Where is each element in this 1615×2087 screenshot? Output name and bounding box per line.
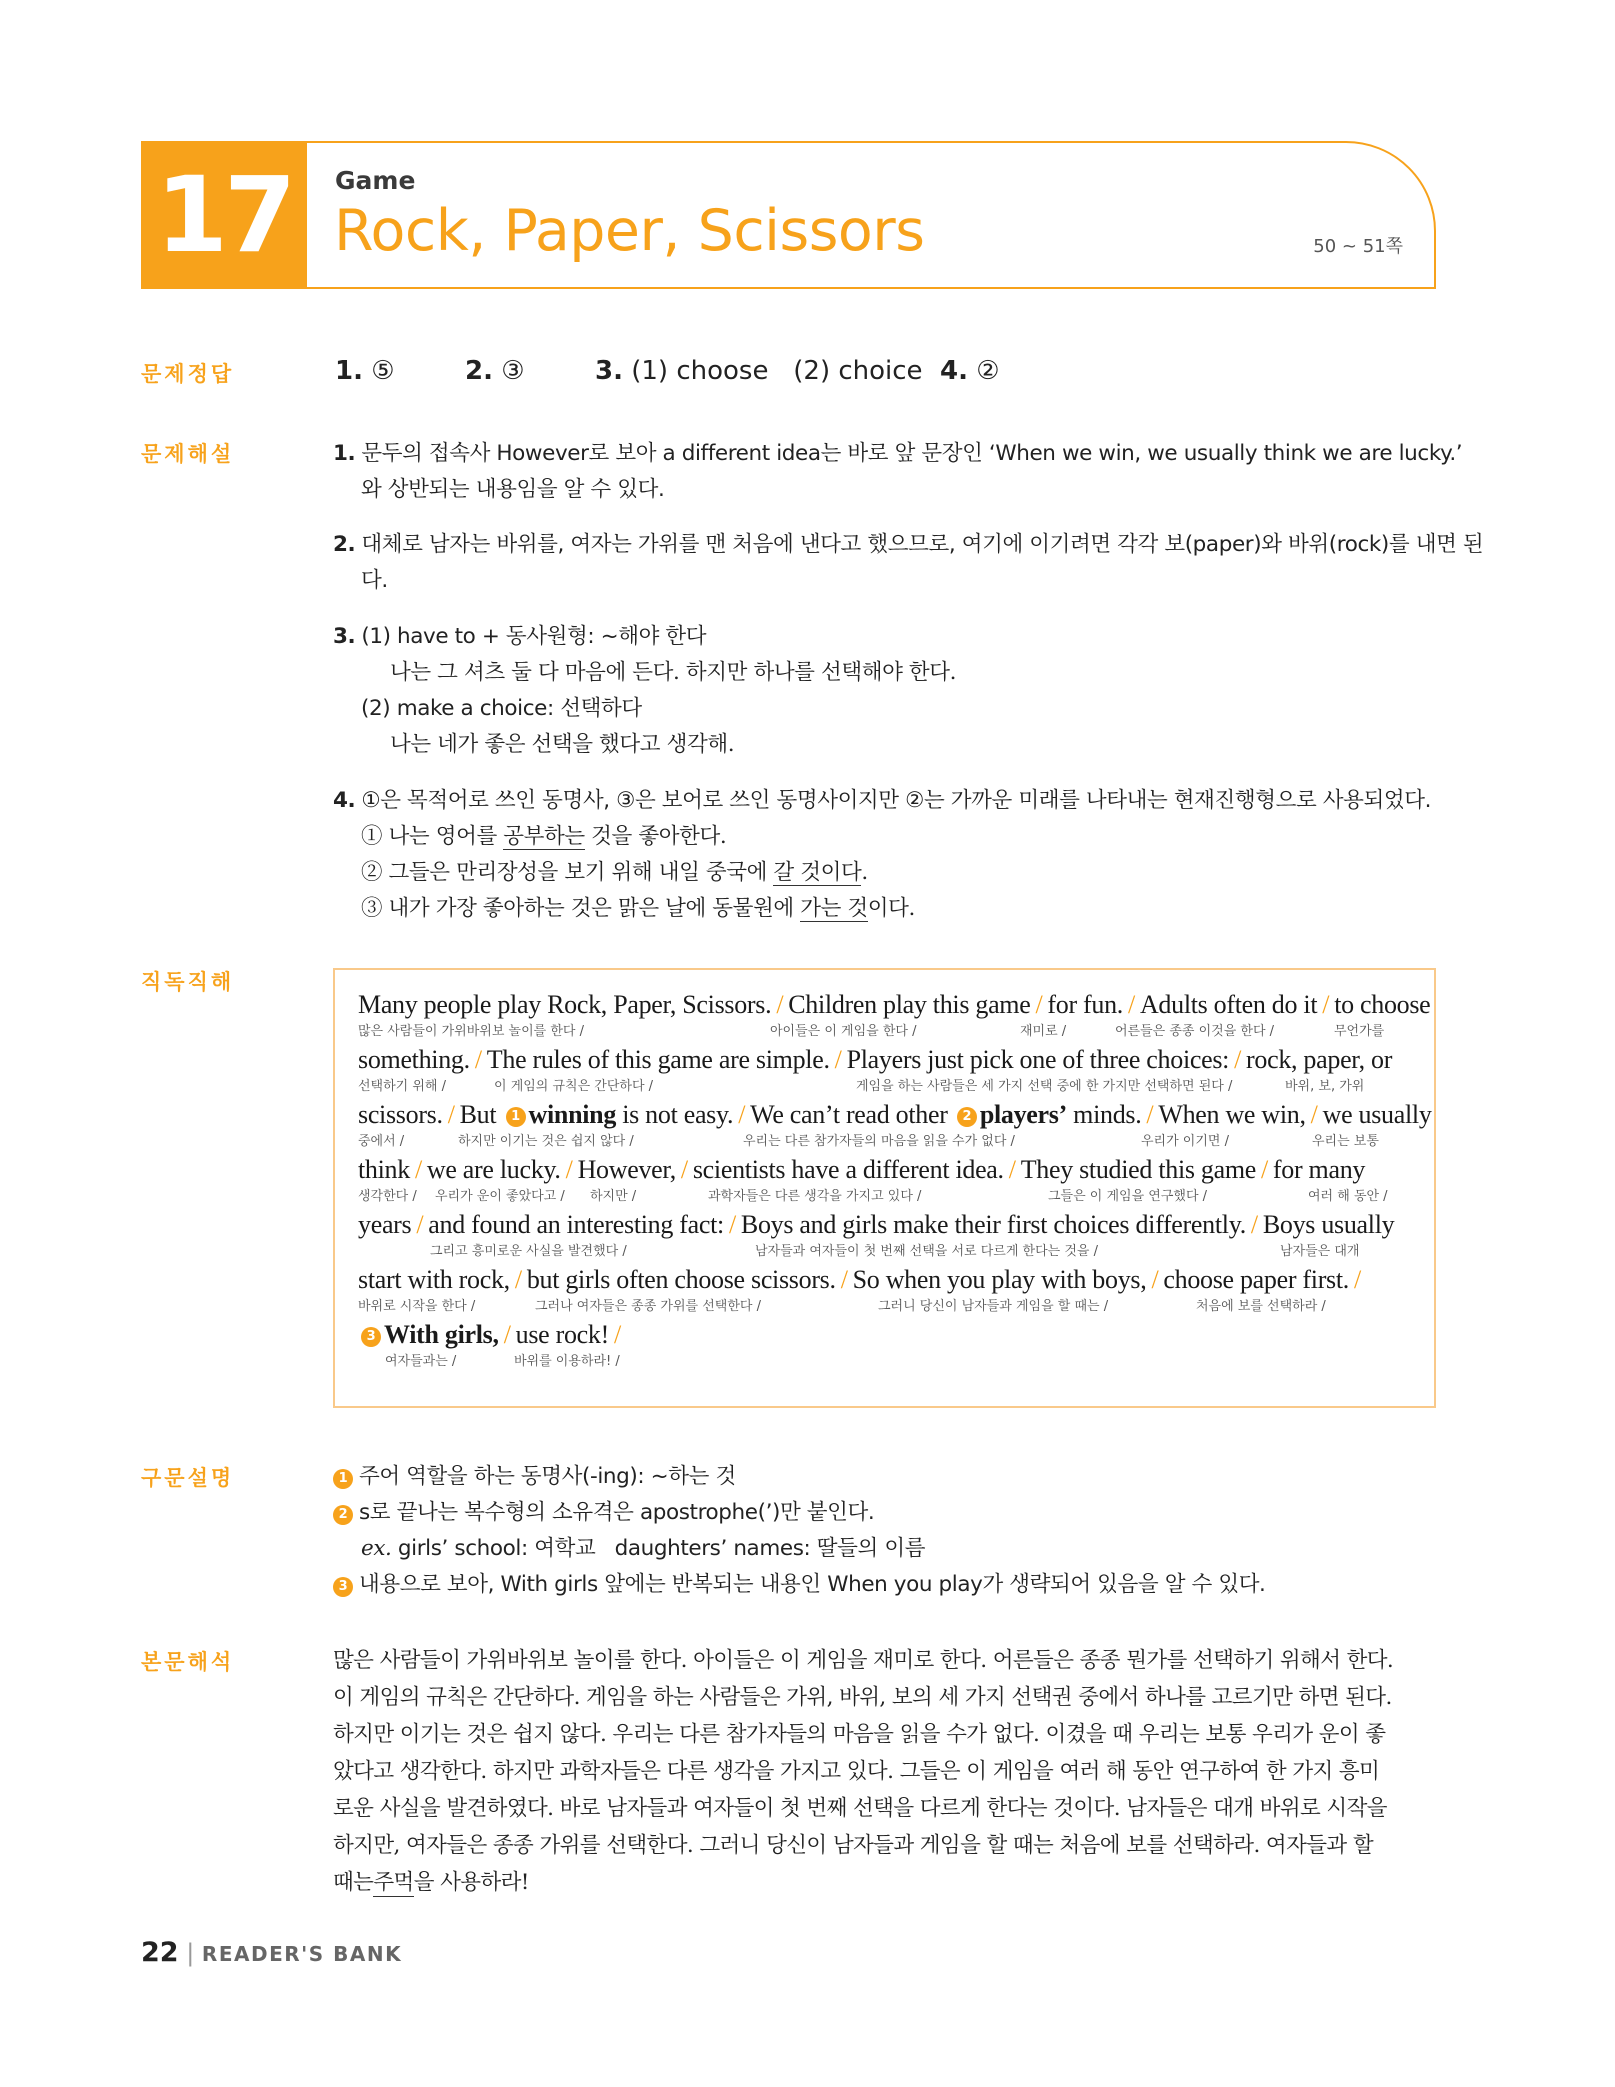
- page-footer: 22 | READER'S BANK: [141, 1937, 403, 1968]
- translation-line-3: 하지만 이기는 것은 쉽지 않다. 우리는 다른 참가자들의 마음을 읽을 수가 없다. 이겼을 때 우리는 보통 우리가 운이 좋: [333, 1722, 1386, 1747]
- answer-3: 3. (1) choose (2) choice: [595, 356, 923, 386]
- translation-line-6: 하지만, 여자들은 종종 가위를 선택한다. 그러니 당신이 남자들과 게임을 할 때는 처음에 보를 선택하라. 여자들과 할: [333, 1833, 1373, 1858]
- answer-1: 1. ⑤: [335, 356, 395, 386]
- reading-line-7: 3 With girls, / use rock! / 여자들과는 / 바위를 이용하라! /: [358, 1320, 1404, 1368]
- translation-line-1: 많은 사람들이 가위바위보 놀이를 한다. 아이들은 이 게임을 재미로 한다. 어른들은 종종 뭔가를 선택하기 위해서 한다.: [333, 1648, 1394, 1673]
- label-answers: 문제정답: [141, 362, 235, 386]
- explanation-1-cont: 와 상반되는 내용임을 알 수 있다.: [361, 477, 665, 502]
- grammar-marker-1: 1: [506, 1107, 526, 1127]
- explanation-3: 3. (1) have to + 동사원형: ~해야 한다: [333, 624, 707, 649]
- answer-2: 2. ③: [465, 356, 525, 386]
- reading-line-6: start with rock, / but girls often choose scissors. / So when you play with boys, / choose paper first. / 바위로 시작을 한다 / 그러나 여자들은 종종 가위를 선택한다 / 그러니 당신이 남자들과 게임을 할 때는 / 처음에 보를 선택하라 /: [358, 1265, 1361, 1314]
- label-direct-reading: 직독직해: [141, 970, 235, 994]
- book-name: READER'S BANK: [201, 1942, 403, 1966]
- explanation-4-example-3: ③ 내가 가장 좋아하는 것은 맑은 날에 동물원에 가는 것이다.: [361, 896, 915, 921]
- label-explanation: 문제해설: [141, 442, 235, 466]
- translation-line-2: 이 게임의 규칙은 간단하다. 게임을 하는 사람들은 가위, 바위, 보의 세 가지 선택권 중에서 하나를 고르기만 하면 된다.: [333, 1685, 1392, 1710]
- unit-number: 17: [141, 141, 307, 289]
- reading-line-3: scissors. / But 1 winning is not easy. / We can’t read other 2 players’ minds. / When we win, / we usually 중에서 / 하지만 이기는 것은 쉽지 않다 / 우리는 다른 참가자들의 마음을 읽을 수가 없다 / 우리가 이기면 / 우리는 보통: [358, 1100, 1432, 1149]
- grammar-marker-2: 2: [957, 1107, 977, 1127]
- grammar-note-3: 3 내용으로 보아, With girls 앞에는 반복되는 내용인 When you play가 생략되어 있음을 알 수 있다.: [333, 1567, 1266, 1598]
- grammar-marker-3: 3: [361, 1327, 381, 1347]
- translation-line-5: 로운 사실을 발견하였다. 바로 남자들과 여자들이 첫 번째 선택을 다르게 한다는 것이다. 남자들은 대개 바위로 시작을: [333, 1796, 1387, 1821]
- label-translation: 본문해석: [141, 1650, 235, 1674]
- reading-line-5: years / and found an interesting fact: / Boys and girls make their first choices differently. / Boys usually 그리고 흥미로운 사실을 발견했다 / 남자들과 여자들이 첫 번째 선택을 서로 다르게 한다는 것을 / 남자들은 대개: [358, 1210, 1395, 1259]
- label-grammar: 구문설명: [141, 1466, 235, 1490]
- reading-line-2: something. / The rules of this game are simple. / Players just pick one of three choices: / rock, paper, or 선택하기 위해 / 이 게임의 규칙은 간단하다 / 게임을 하는 사람들은 세 가지 선택 중에 한 가지만 선택하면 된다 / 바위, 보, 가위: [358, 1045, 1393, 1094]
- grammar-note-2-example: ex. girls’ school: 여학교 daughters’ names: 딸들의 이름: [361, 1536, 926, 1561]
- unit-title: Rock, Paper, Scissors: [334, 198, 925, 264]
- answer-4: 4. ②: [940, 356, 1000, 386]
- explanation-3-example-2: 나는 네가 좋은 선택을 했다고 생각해.: [390, 732, 735, 757]
- explanation-2: 2. 대체로 남자는 바위를, 여자는 가위를 맨 처음에 낸다고 했으므로, 여기에 이기려면 각각 보(paper)와 바위(rock)를 내면 된: [333, 532, 1484, 557]
- grammar-note-2: 2 s로 끝나는 복수형의 소유격은 apostrophe(’)만 붙인다.: [333, 1495, 874, 1526]
- explanation-4-example-1: ① 나는 영어를 공부하는 것을 좋아한다.: [361, 824, 727, 849]
- explanation-1: 1. 문두의 접속사 However로 보아 a different idea는 바로 앞 문장인 ‘When we win, we usually think we are lucky.’: [333, 441, 1463, 466]
- reading-line-1: Many people play Rock, Paper, Scissors. / Children play this game / for fun. / Adults often do it / to choose 많은 사람들이 가위바위보 놀이를 한다 / 아이들은 이 게임을 한다 / 재미로 / 어른들은 종종 이것을 한다 / 무언가를: [358, 990, 1431, 1039]
- grammar-note-1: 1 주어 역할을 하는 동명사(-ing): ~하는 것: [333, 1459, 736, 1490]
- translation-line-7: 때는 주먹 을 사용하라!: [333, 1865, 1436, 1897]
- explanation-2-cont: 다.: [361, 568, 388, 593]
- page-number: 22: [141, 1937, 179, 1968]
- explanation-3-item-2: (2) make a choice: 선택하다: [361, 696, 642, 721]
- explanation-3-example-1: 나는 그 셔츠 둘 다 마음에 든다. 하지만 하나를 선택해야 한다.: [390, 660, 957, 685]
- page-range: 50 ~ 51쪽: [1313, 236, 1403, 257]
- explanation-4: 4. ①은 목적어로 쓰인 동명사, ③은 보어로 쓰인 동명사이지만 ②는 가까운 미래를 나타내는 현재진행형으로 사용되었다.: [333, 788, 1432, 813]
- unit-category: Game: [335, 166, 416, 195]
- translation-line-4: 았다고 생각한다. 하지만 과학자들은 다른 생각을 가지고 있다. 그들은 이 게임을 여러 해 동안 연구하여 한 가지 흥미: [333, 1759, 1380, 1784]
- reading-line-4: think / we are lucky. / However, / scientists have a different idea. / They studied this game / for many 생각한다 / 우리가 운이 좋았다고 / 하지만 / 과학자들은 다른 생각을 가지고 있다 / 그들은 이 게임을 연구했다 / 여러 해 동안 /: [358, 1155, 1388, 1204]
- explanation-4-example-2: ② 그들은 만리장성을 보기 위해 내일 중국에 갈 것이다.: [361, 860, 868, 885]
